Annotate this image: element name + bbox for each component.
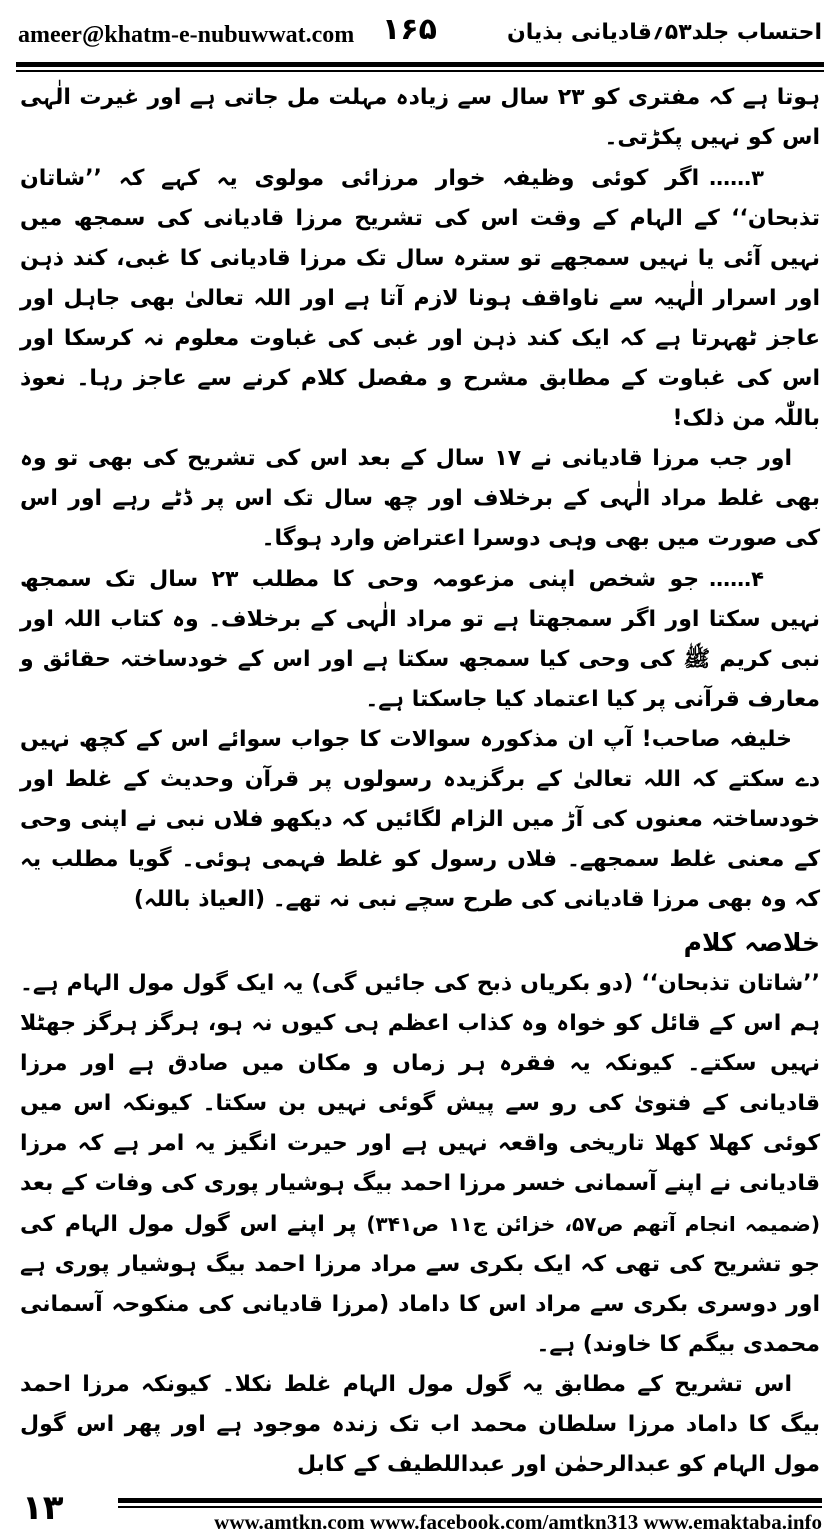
- paragraph: اس تشریح کے مطابق یہ گول مول الہام غلط نکلا۔ کیونکہ مرزا احمد بیگ کا داماد مرزا سلطان محمد اب تک زندہ موجود ہے اور پھر اس گول مول الہام کو عبدالرحمٰن اور عبداللطیف کے کابل: [20, 1372, 820, 1477]
- paragraph-text: اگر کوئی وظیفہ خوار مرزائی مولوی یہ کہے کہ ’’شاتان تذبحان‘‘ کے الہام کے وقت اس کی تشریح مرزا قادیانی کی سمجھ میں نہیں آئی یا نہیں سمجھے تو سترہ سال تک مرزا قادیانی کا غبی، کند ذہن اور اسرار الٰہیہ سے ناواقف ہونا لازم آتا ہے اور اللہ تعالیٰ بھی جاہل اور عاجز ٹھہرتا ہے کہ ایک کند ذہن اور غبی کی غباوت معلوم نہ کرسکا اور اس کی غباوت کے مطابق مشرح و مفصل کلام کرنے سے عاجز رہا۔ نعوذ باللّٰہ من ذلک!: [20, 166, 820, 431]
- page-footer: [0, 1488, 840, 1540]
- paragraph-continuation: ہوتا ہے کہ مفتری کو ۲۳ سال سے زیادہ مہلت مل جاتی ہے اور غیرت الٰہی اس کو نہیں پکڑتی۔: [20, 85, 820, 150]
- header-book-title: احتساب جلد۵۳؍قادیانی بذیان: [506, 20, 822, 45]
- footer-divider-thick: [118, 1498, 822, 1503]
- paragraph-text: ’’شاتان تذبحان‘‘ (دو بکریاں ذبح کی جائیں گی) یہ ایک گول مول الہام ہے۔ ہم اس کے قائل کو خواہ وہ کذاب اعظم ہی کیوں نہ ہو، ہرگز ہرگز جھٹلا نہیں سکتے۔ کیونکہ یہ فقرہ ہر زماں و مکان میں صادق ہے اور مرزا قادیانی کے فتویٰ کی رو سے پیش گوئی نہیں بن سکتا۔ کیونکہ اس میں کوئی کھلا کھلا تاریخی واقعہ نہیں ہے اور حیرت انگیز یہ امر ہے کہ مرزا قادیانی نے اپنے آسمانی خسر مرزا احمد بیگ ہوشیار پوری کی وفات کے بعد: [20, 971, 820, 1196]
- header-page-number: ۱۶۵: [382, 12, 437, 47]
- header-divider-thick: [16, 62, 824, 67]
- point-number: ۳……: [709, 166, 764, 190]
- page-body: [20, 78, 821, 1477]
- citation: (ضمیمہ انجام آتھم ص۵۷، خزائن ج۱۱ ص۳۴۱): [366, 1212, 821, 1236]
- paragraph: خلیفہ صاحب! آپ ان مذکورہ سوالات کا جواب سوائے اس کے کچھ نہیں دے سکتے کہ اللہ تعالیٰ کے برگزیدہ رسولوں پر قرآن وحدیث کے غلط اور خودساختہ معنوں کی آڑ میں الزام لگائیں کہ دیکھو فلاں نبی نے اپنی وحی کے معنی غلط سمجھے۔ فلاں رسول کو غلط فہمی ہوئی۔ گویا مطلب یہ کہ وہ بھی مرزا قادیانی کی طرح سچے نبی نہ تھے۔ (العیاذ باللہ): [20, 727, 820, 912]
- paragraph-summary: [20, 964, 820, 1365]
- header-email: ameer@khatm-e-nubuwwat.com: [18, 22, 355, 48]
- paragraph: اور جب مرزا قادیانی نے ۱۷ سال کے بعد اس کی تشریح کی بھی تو وہ بھی غلط مراد الٰہی کے برخلاف اور چھ سال تک اس پر ڈٹے رہے اور اس کی صورت میں بھی وہی دوسرا اعتراض وارد ہوگا۔: [20, 446, 820, 551]
- paragraph-point-4: [20, 559, 820, 720]
- paragraph-point-3: [20, 158, 820, 439]
- section-heading: خلاصہ کلام: [683, 928, 820, 957]
- footer-links: www.amtkn.com www.facebook.com/amtkn313 www.emaktaba.info: [214, 1510, 822, 1534]
- page-header: [0, 0, 840, 64]
- header-divider-thin: [16, 70, 824, 72]
- paragraph-text: پر اپنے اس گول مول الہام کی جو تشریح کی تھی کہ ایک بکری سے مراد مرزا احمد بیگ ہوشیار پوری ہے اور دوسری بکری سے مراد اس کا داماد (مرزا قادیانی کی منکوحہ آسمانی محمدی بیگم کا خاوند) ہے۔: [20, 1212, 820, 1357]
- paragraph-text: جو شخص اپنی مزعومہ وحی کا مطلب ۲۳ سال تک سمجھ نہیں سکتا اور اگر سمجھتا ہے تو مراد الٰہی کے برخلاف۔ وہ کتاب اللہ اور نبی کریم ﷺ کی وحی کیا سمجھ سکتا ہے اور اس کے خودساختہ حقائق و معارف قرآنی پر کیا اعتماد کیا جاسکتا ہے۔: [20, 567, 820, 712]
- point-number: ۴……: [709, 567, 764, 591]
- footer-page-number: ۱۳: [22, 1488, 64, 1528]
- footer-divider-thin: [118, 1506, 822, 1508]
